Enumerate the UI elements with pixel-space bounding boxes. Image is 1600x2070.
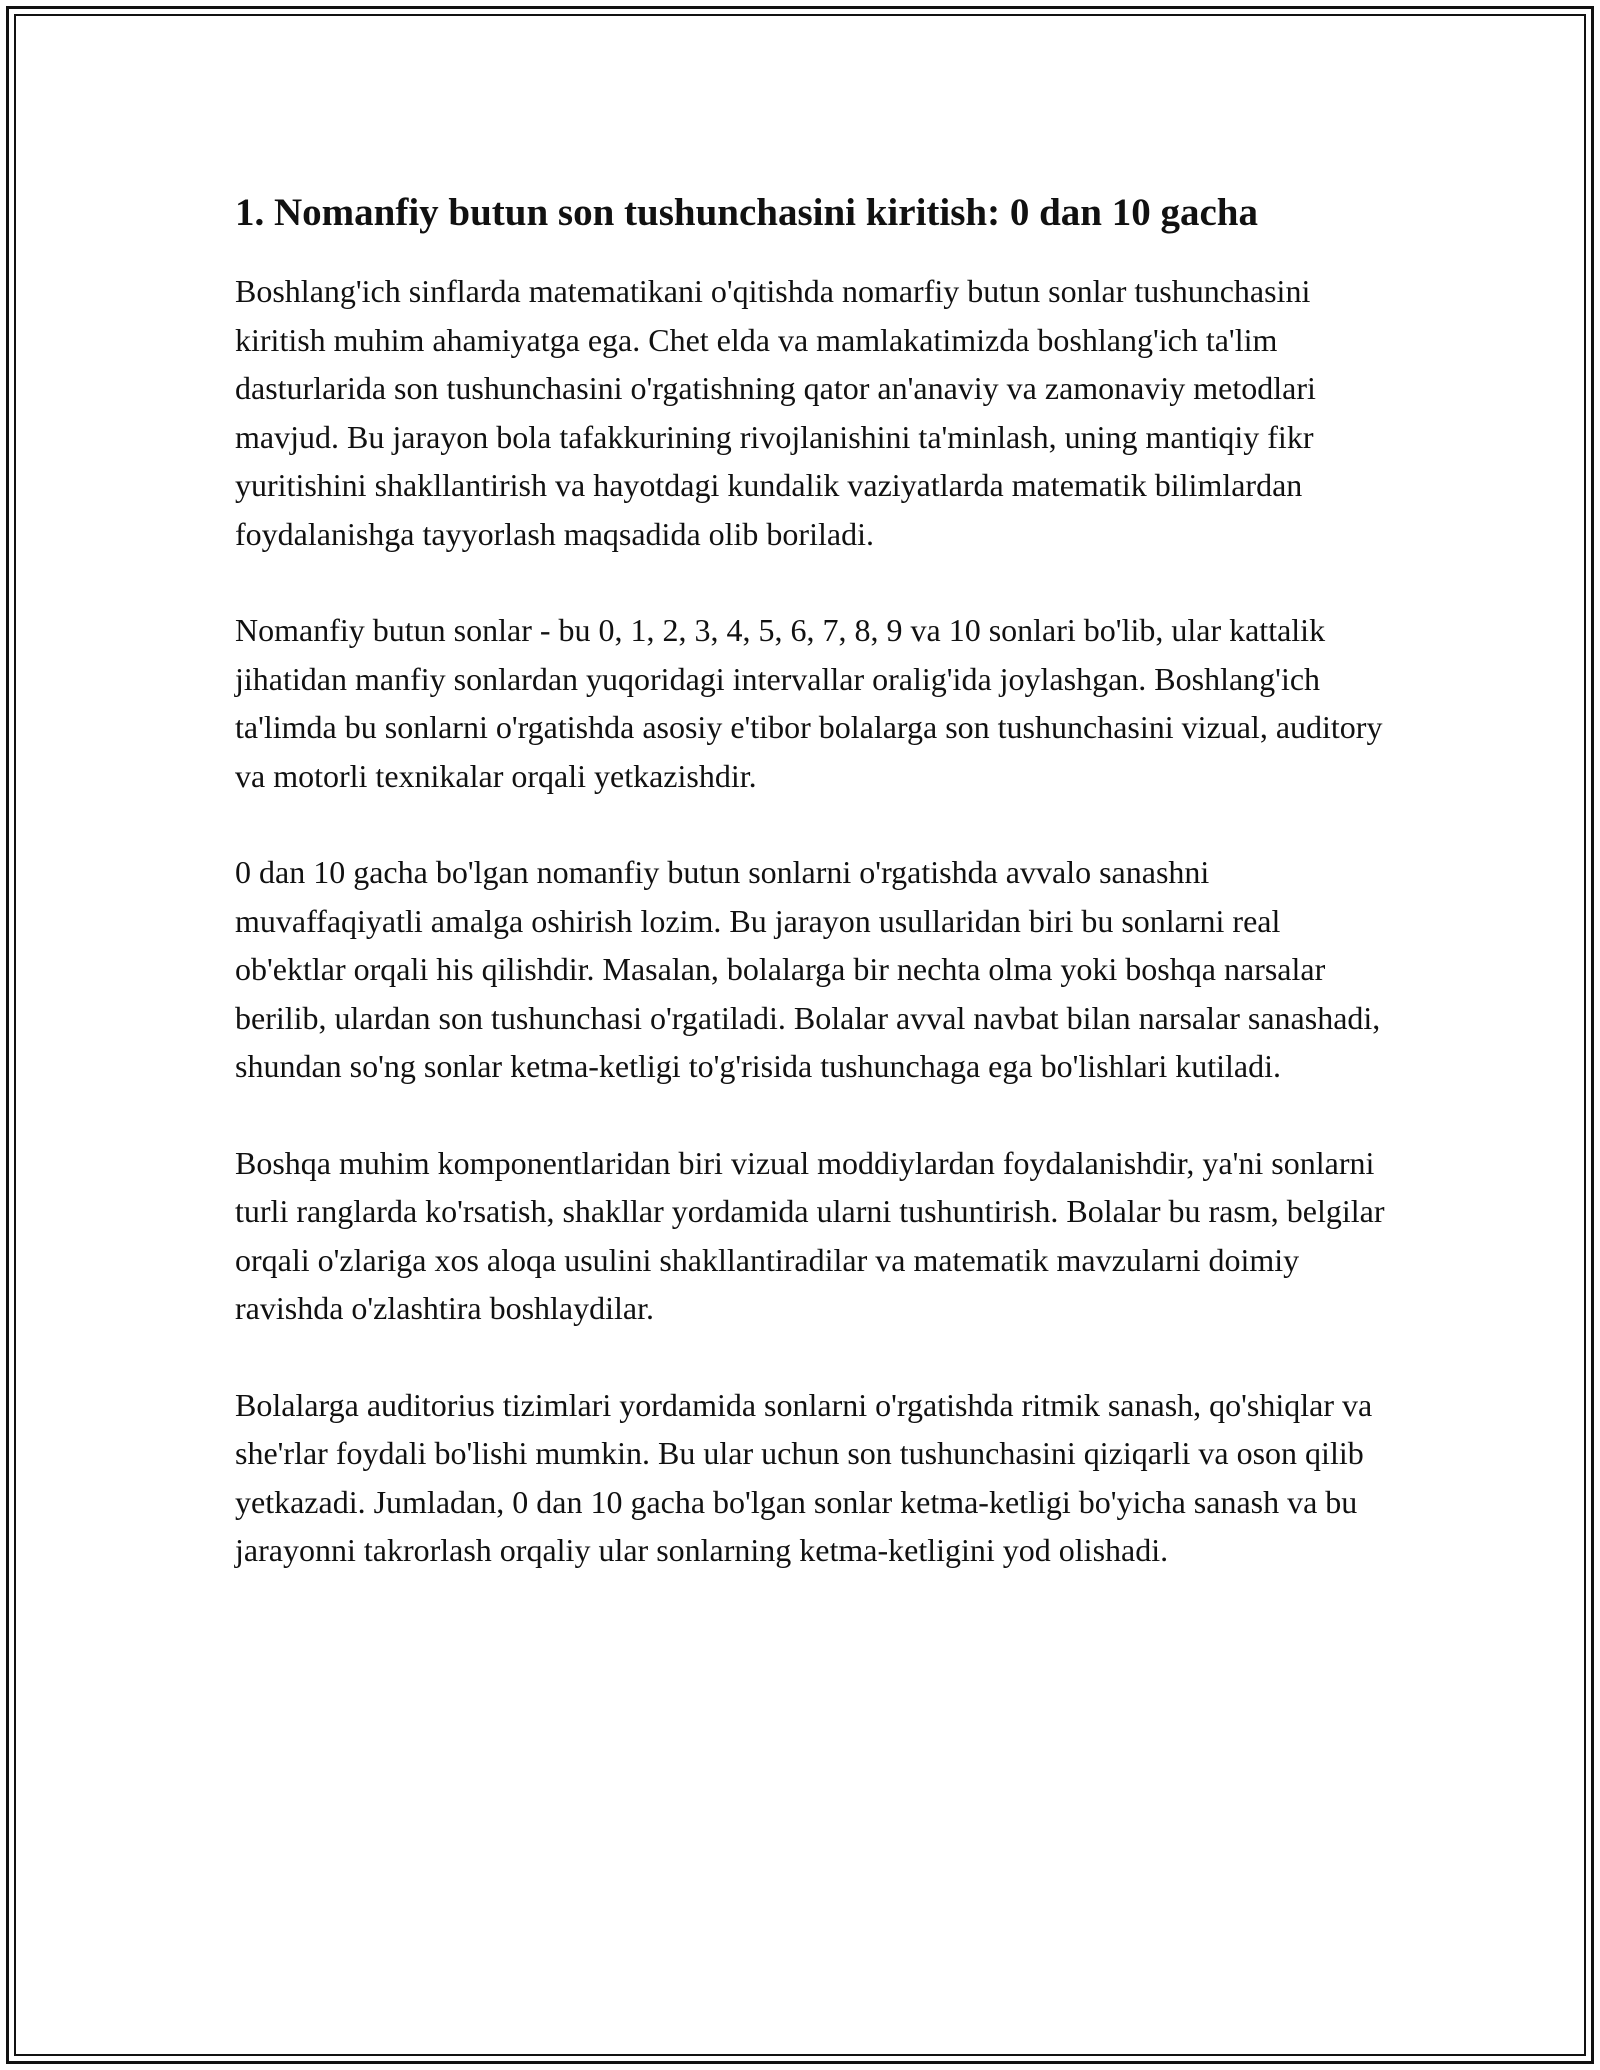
document-title: 1. Nomanfiy butun son tushunchasini kiritish: 0 dan 10 gacha [235,191,1258,234]
paragraph-3: 0 dan 10 gacha bo'lgan nomanfiy butun sonlarni o'rgatishda avvalo sanashni muvaffaqiyatli amalga oshirish lozim. Bu jarayon usullaridan biri bu sonlarni real ob'ektlar orqali his qilishdir. Masalan, bolalarga bir nechta olma yoki boshqa narsalar berilib, ulardan son tushunchasi o'rgatiladi. Bolalar avval navbat bilan narsalar sanashadi, shundan so'ng sonlar ketma-ketligi to'g'risida tushunchaga ega bo'lishlari kutiladi. [235,854,1381,1084]
paragraph-2: Nomanfiy butun sonlar - bu 0, 1, 2, 3, 4, 5, 6, 7, 8, 9 va 10 sonlari bo'lib, ular kattalik jihatidan manfiy sonlardan yuqoridagi intervallar oralig'ida joylashgan. Boshlang'ich ta'limda bu sonlarni o'rgatishda asosiy e'tibor bolalarga son tushunchasini vizual, auditory va motorli texnikalar orqali yetkazishdir. [235,612,1383,794]
paragraph-5: Bolalarga auditorius tizimlari yordamida sonlarni o'rgatishda ritmik sanash, qo'shiqlar va she'rlar foydali bo'lishi mumkin. Bu ular uchun son tushunchasini qiziqarli va oson qilib yetkazadi. Jumladan, 0 dan 10 gacha bo'lgan sonlar ketma-ketligi bo'yicha sanash va bu jarayonni takrorlash orqaliy ular sonlarning ketma-ketligini yod olishadi. [235,1386,1373,1568]
document-body [235,185,1385,1623]
paragraph-4: Boshqa muhim komponentlaridan biri vizual moddiylardan foydalanishdir, ya'ni sonlarni turli ranglarda ko'rsatish, shakllar yordamida ularni tushuntirish. Bolalar bu rasm, belgilar orqali o'zlariga xos aloqa usulini shakllantiradilar va matematik mavzularni doimiy ravishda o'zlashtira boshlaydilar. [235,1144,1385,1326]
paragraph-1: Boshlang'ich sinflarda matematikani o'qitishda nomarfiy butun sonlar tushunchasini kiritish muhim ahamiyatga ega. Chet elda va mamlakatimizda boshlang'ich ta'lim dasturlarida son tushunchasini o'rgatishning qator an'anaviy va zamonaviy metodlari mavjud. Bu jarayon bola tafakkurining rivojlanishini ta'minlash, uning mantiqiy fikr yuritishini shakllantirish va hayotdagi kundalik vaziyatlarda matematik bilimlardan foydalanishga tayyorlash maqsadida olib boriladi. [235,273,1316,552]
